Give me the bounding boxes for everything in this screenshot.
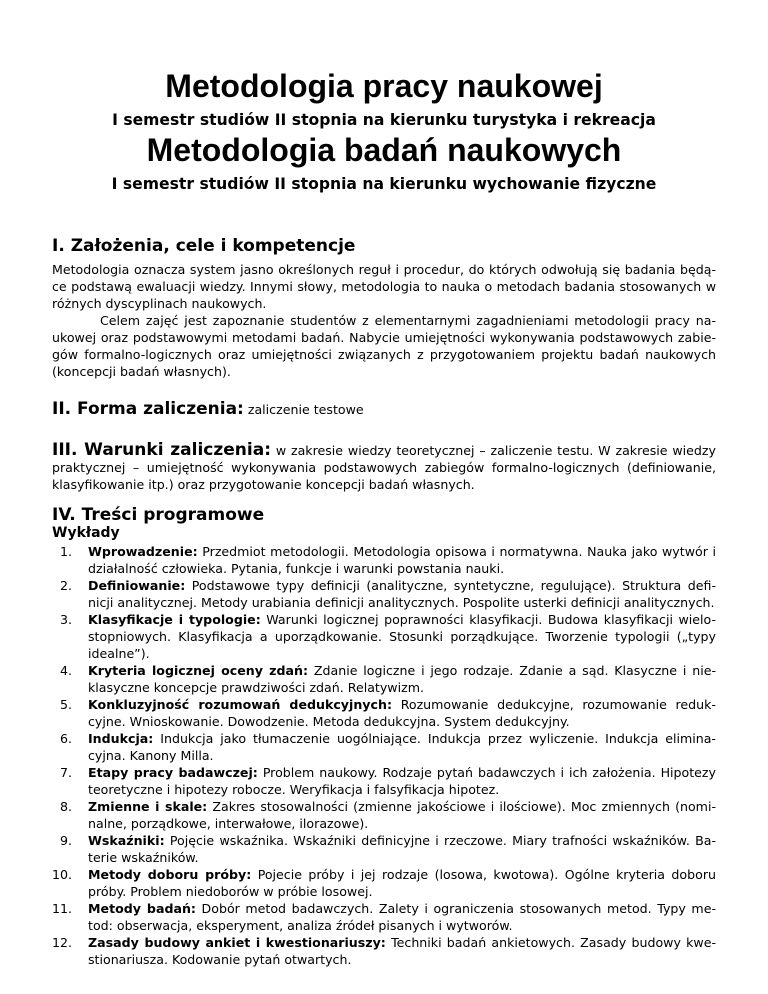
list-item	[52, 832, 716, 866]
section-heading: II. Forma zaliczenia:	[52, 399, 244, 419]
item-number: 1.	[59, 544, 72, 559]
item-number: 11.	[52, 901, 73, 916]
item-number: 9.	[59, 833, 72, 848]
list-item	[52, 577, 716, 611]
item-number: 5.	[59, 697, 72, 712]
item-text: Warunki logicznej poprawności klasyfikacji. Budowa klasyfikacji wielo-stopniowych. Klasyfikacja a uporządkowanie. Stosunki porządkujące. Tworzenie typologii („typy idealne”).	[88, 612, 716, 661]
item-number: 2.	[59, 578, 72, 593]
item-text: Podstawowe typy definicji (analityczne, syntetyczne, regulujące). Struktura defi-nicji analitycznej. Metody urabiania definicji analitycznych. Pospolite usterki definicji analitycznych.	[88, 578, 716, 610]
item-title: Wskaźniki:	[88, 833, 165, 848]
list-item	[52, 934, 716, 968]
item-text: Dobór metod badawczych. Zalety i ograniczenia stosowanych metod. Typy me-tod: obserwacja, eksperyment, analiza źródeł pisanych i wytworów.	[88, 901, 716, 933]
item-number: 10.	[52, 867, 73, 882]
item-title: Metody doboru próby:	[88, 867, 252, 882]
item-text: Pojecie próby i jej rodzaje (losowa, kwotowa). Ogólne kryteria doboru próby. Problem niedoborów w próbie losowej.	[88, 867, 716, 899]
secondary-title: Metodologia badań naukowych	[146, 132, 622, 168]
section-form-of-credit	[52, 401, 716, 418]
section-program-content	[52, 505, 716, 968]
item-title: Konkluzyjność rozumowań dedukcyjnych:	[88, 697, 392, 712]
item-number: 4.	[59, 663, 72, 678]
list-item	[52, 866, 716, 900]
item-number: 7.	[59, 765, 72, 780]
lectures-list	[52, 543, 716, 968]
subtitle-physical-education: I semestr studiów II stopnia na kierunku wychowanie fizyczne	[111, 175, 657, 193]
item-text: Zakres stosowalności (zmienne jakościowe i ilościowe). Moc zmiennych (nomi-nalne, porządkowe, interwałowe, ilorazowe).	[88, 799, 716, 831]
item-text: Pojęcie wskaźnika. Wskaźniki definicyjne i rzeczowe. Miary trafności wskaźników. Ba-terie wskaźników.	[88, 833, 717, 865]
list-item	[52, 543, 716, 577]
paragraph: Celem zajęć jest zapoznanie studentów z elementarnymi zagadnieniami metodologii pracy na-ukowej oraz podstawowymi metodami badań. Nabycie umiejętności wykonywania podstawowych zabie-gów formalno-logicznych oraz umiejętności związanych z przygotowaniem projektu badań naukowych (koncepcji badań własnych).	[52, 313, 716, 379]
item-number: 6.	[59, 731, 72, 746]
item-title: Klasyfikacje i typologie:	[88, 612, 261, 627]
item-title: Metody badań:	[88, 901, 196, 916]
item-text: Zdanie logiczne i jego rodzaje. Zdanie a sąd. Klasyczne i nie-klasyczne koncepcje prawdziwości zdań. Relatywizm.	[88, 663, 716, 695]
item-text: Problem naukowy. Rodzaje pytań badawczych i ich założenia. Hipotezy teoretyczne i hipotezy robocze. Weryfikacja i falsyfikacja hipotez.	[88, 765, 716, 797]
list-item	[52, 696, 716, 730]
section-credit-conditions	[52, 442, 716, 493]
item-text: Przedmiot metodologii. Metodologia opisowa i normatywna. Nauka jako wytwór i działalność człowieka. Pytania, funkcje i warunki powstania nauki.	[88, 544, 716, 576]
subtitle-tourism: I semestr studiów II stopnia na kierunku turystyka i rekreacja	[112, 111, 656, 129]
list-item	[52, 798, 716, 832]
lectures-subheading: Wykłady	[52, 525, 120, 541]
item-text: Rozumowanie dedukcyjne, rozumowanie reduk-cyjne. Wnioskowanie. Dowodzenie. Metoda dedukcyjna. System dedukcyjny.	[88, 697, 716, 729]
list-item	[52, 662, 716, 696]
section-text: zaliczenie testowe	[247, 402, 364, 417]
section-heading: I. Założenia, cele i kompetencje	[52, 236, 356, 256]
list-item	[52, 764, 716, 798]
item-number: 12.	[52, 935, 73, 950]
item-title: Kryteria logicznej oceny zdań:	[88, 663, 309, 678]
item-text: Indukcja jako tłumaczenie uogólniające. Indukcja przez wyliczenie. Indukcja elimina-cyjna. Kanony Milla.	[88, 731, 716, 763]
item-title: Wprowadzenie:	[88, 544, 198, 559]
item-title: Zasady budowy ankiet i kwestionariuszy:	[88, 935, 386, 950]
section-text: w zakresie wiedzy teoretycznej – zaliczenie testu. W zakresie wiedzy praktycznej – umiejętność wykonywania podstawowych zabiegów formalno-logicznych (definiowanie, klasyfikowanie itp.) oraz przygotowanie koncepcji badań własnych.	[52, 443, 716, 492]
list-item	[52, 730, 716, 764]
paragraph: Metodologia oznacza system jasno określonych reguł i procedur, do których odwołują się badania będą-ce podstawą ewaluacji wiedzy. Innymi słowy, metodologia to nauka o metodach badania stosowanych w różnych dyscyplinach naukowych.	[52, 262, 716, 311]
item-title: Indukcja:	[88, 731, 154, 746]
list-item	[52, 611, 716, 662]
item-number: 8.	[59, 799, 72, 814]
section-heading: IV. Treści programowe	[52, 505, 265, 525]
list-item	[52, 900, 716, 934]
main-title: Metodologia pracy naukowej	[165, 68, 603, 104]
item-number: 3.	[59, 612, 72, 627]
item-title: Zmienne i skale:	[88, 799, 208, 814]
section-heading: III. Warunki zaliczenia:	[52, 440, 271, 460]
item-text: Techniki badań ankietowych. Zasady budowy kwe-stionariusza. Kodowanie pytań otwartych.	[88, 935, 717, 967]
section-assumptions	[52, 236, 716, 380]
item-title: Definiowanie:	[88, 578, 186, 593]
item-title: Etapy pracy badawczej:	[88, 765, 258, 780]
